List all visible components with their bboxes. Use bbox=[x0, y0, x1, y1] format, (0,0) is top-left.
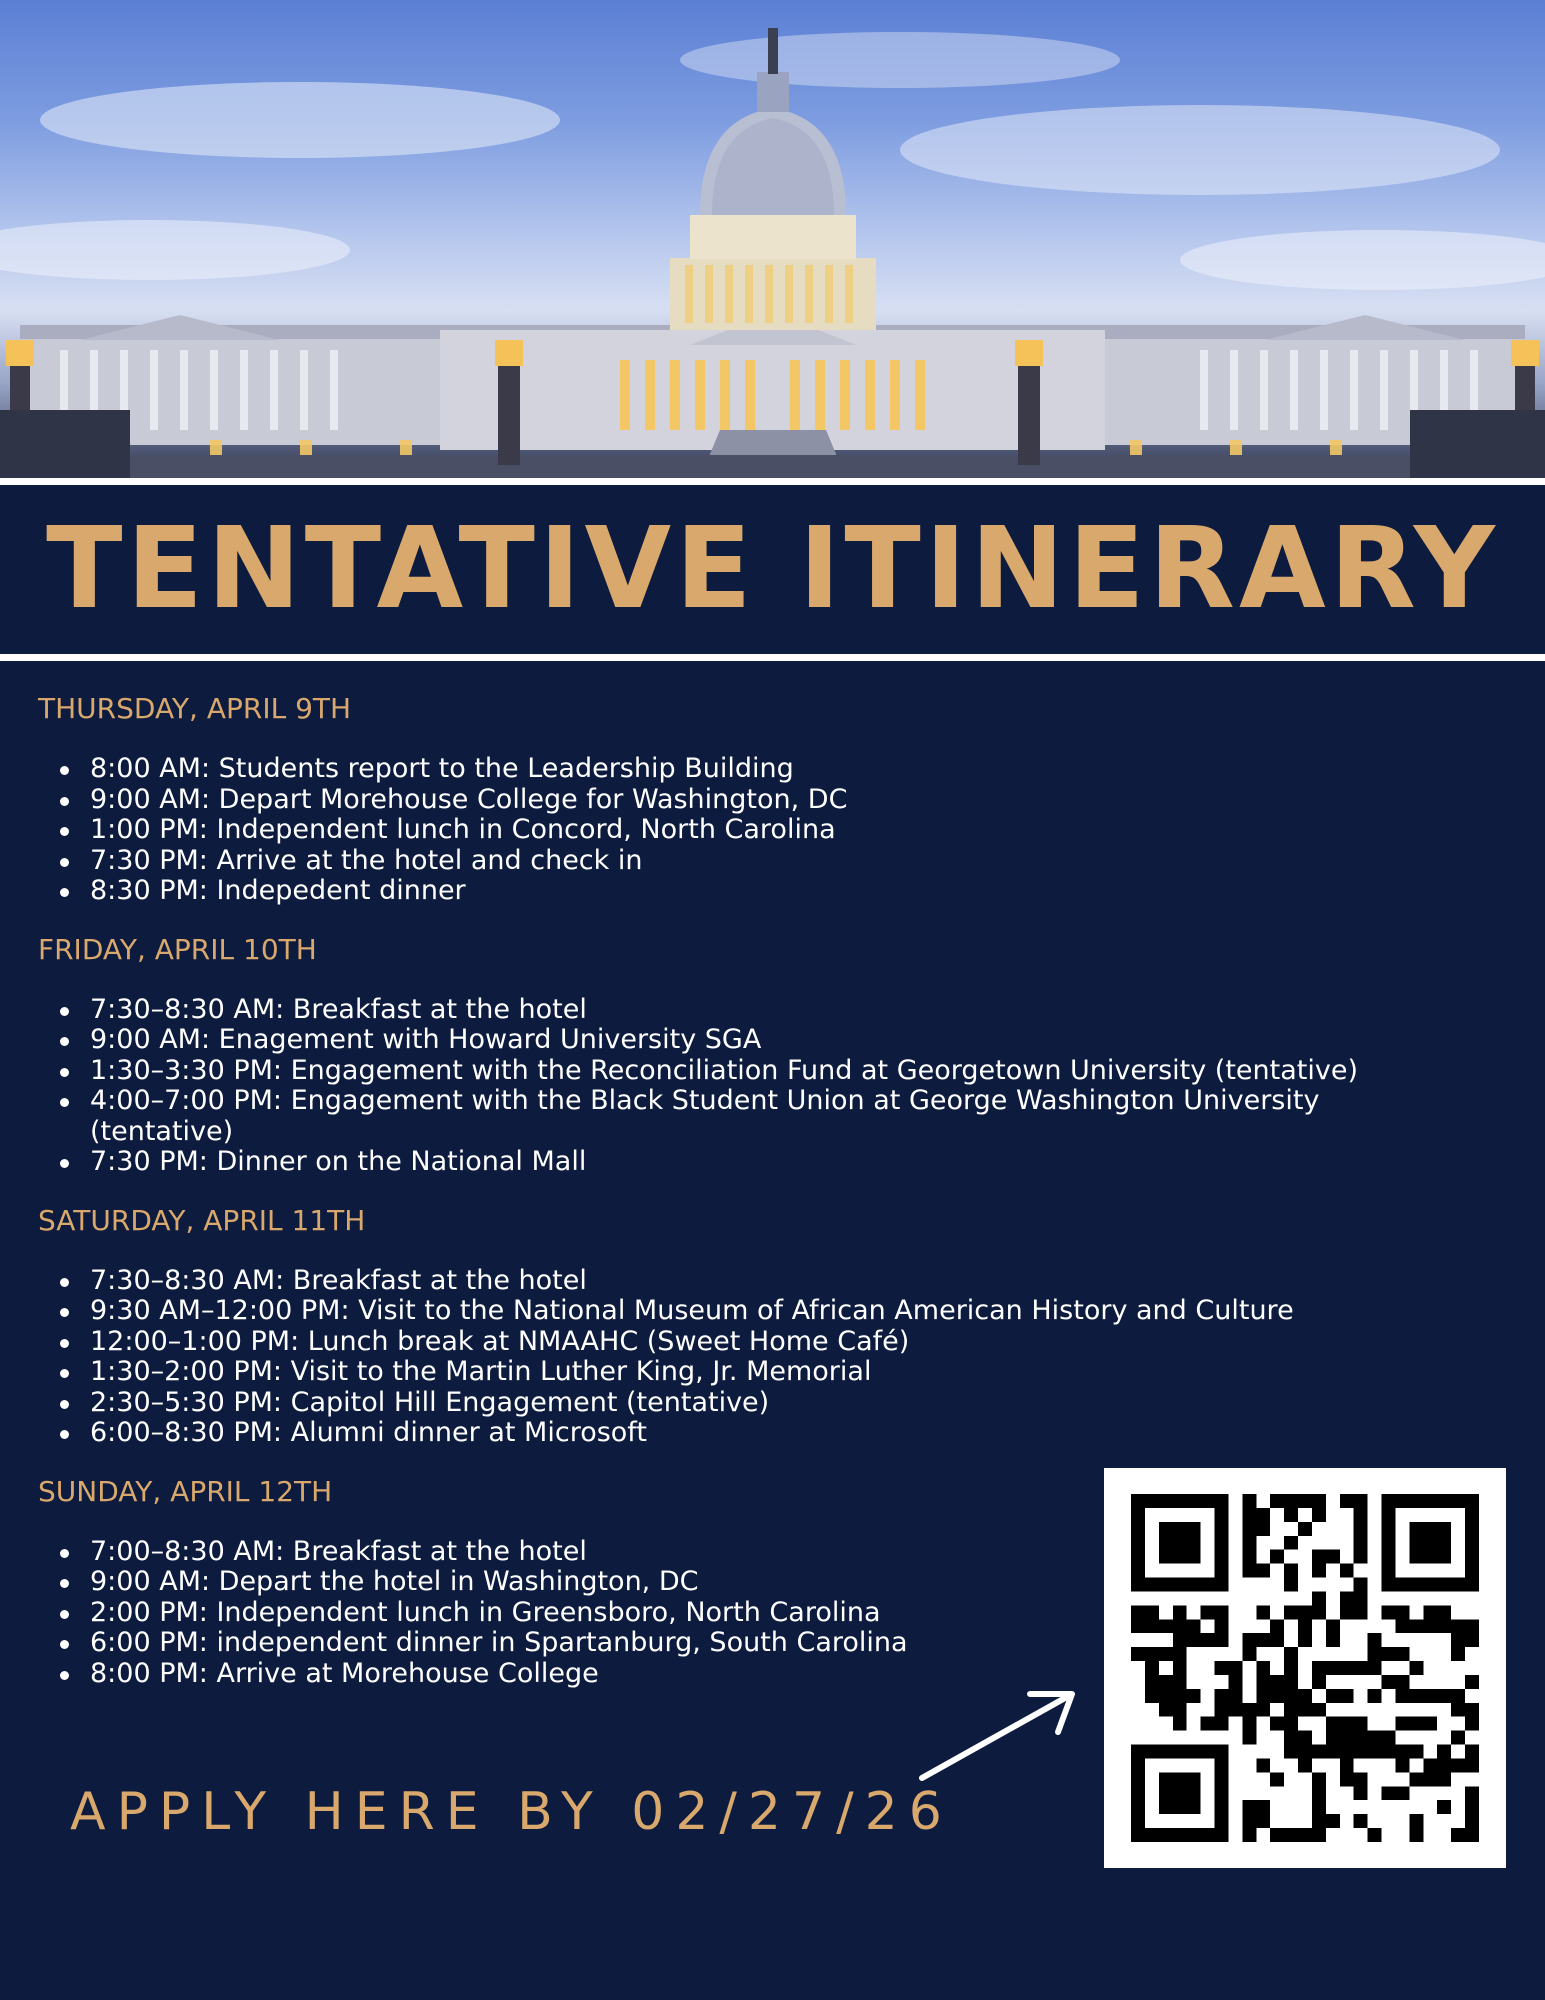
capitol-building-illustration bbox=[0, 0, 1545, 478]
day-thursday bbox=[38, 692, 1458, 907]
event-item: 1:00 PM: Independent lunch in Concord, North Carolina bbox=[90, 815, 1458, 846]
event-item: 2:30–5:30 PM: Capitol Hill Engagement (tentative) bbox=[90, 1388, 1458, 1419]
event-item: 9:00 AM: Enagement with Howard University SGA bbox=[90, 1025, 1458, 1056]
bottom-divider bbox=[0, 654, 1545, 661]
day-heading: SUNDAY, APRIL 12TH bbox=[38, 1474, 333, 1508]
event-item: 9:00 AM: Depart the hotel in Washington, DC bbox=[90, 1567, 1458, 1598]
event-list bbox=[38, 754, 1458, 907]
event-item: 1:30–3:30 PM: Engagement with the Reconciliation Fund at Georgetown University (tentative) bbox=[90, 1056, 1458, 1087]
title-band bbox=[0, 485, 1545, 654]
day-heading: THURSDAY, APRIL 9TH bbox=[38, 692, 352, 725]
day-heading: FRIDAY, APRIL 10TH bbox=[38, 932, 317, 966]
event-item: 7:30–8:30 AM: Breakfast at the hotel bbox=[90, 995, 1458, 1026]
event-item: 8:30 PM: Indepedent dinner bbox=[90, 876, 1458, 907]
day-friday bbox=[38, 933, 1458, 1178]
day-heading: SATURDAY, APRIL 11TH bbox=[38, 1203, 366, 1237]
event-item: 9:00 AM: Depart Morehouse College for Washington, DC bbox=[90, 785, 1458, 816]
page-title: TENTATIVE ITINERARY bbox=[46, 504, 1499, 634]
event-list bbox=[38, 995, 1458, 1178]
hero-capitol-photo bbox=[0, 0, 1545, 478]
arrow-up-right-icon bbox=[910, 1680, 1090, 1790]
top-divider bbox=[0, 478, 1545, 485]
qr-code-pattern bbox=[1130, 1494, 1480, 1842]
event-item: 9:30 AM–12:00 PM: Visit to the National Museum of African American History and Culture bbox=[90, 1296, 1458, 1327]
event-item: 6:00–8:30 PM: Alumni dinner at Microsoft bbox=[90, 1418, 1458, 1449]
qr-code[interactable] bbox=[1104, 1468, 1506, 1868]
event-item: 4:00–7:00 PM: Engagement with the Black Student Union at George Washington University (tentative) bbox=[90, 1086, 1458, 1147]
event-item: 6:00 PM: independent dinner in Spartanburg, South Carolina bbox=[90, 1628, 1458, 1659]
event-item: 8:00 PM: Arrive at Morehouse College bbox=[90, 1659, 1458, 1690]
day-saturday bbox=[38, 1204, 1458, 1449]
event-item: 12:00–1:00 PM: Lunch break at NMAAHC (Sweet Home Café) bbox=[90, 1327, 1458, 1358]
apply-cta: APPLY HERE BY 02/27/26 bbox=[70, 1782, 953, 1842]
event-item: 2:00 PM: Independent lunch in Greensboro, North Carolina bbox=[90, 1598, 1458, 1629]
event-item: 7:30 PM: Dinner on the National Mall bbox=[90, 1147, 1458, 1178]
event-item: 7:30–8:30 AM: Breakfast at the hotel bbox=[90, 1266, 1458, 1297]
event-item: 8:00 AM: Students report to the Leadership Building bbox=[90, 754, 1458, 785]
event-item: 7:00–8:30 AM: Breakfast at the hotel bbox=[90, 1537, 1458, 1568]
event-list bbox=[38, 1266, 1458, 1449]
event-item: 1:30–2:00 PM: Visit to the Martin Luther King, Jr. Memorial bbox=[90, 1357, 1458, 1388]
event-item: 7:30 PM: Arrive at the hotel and check in bbox=[90, 846, 1458, 877]
